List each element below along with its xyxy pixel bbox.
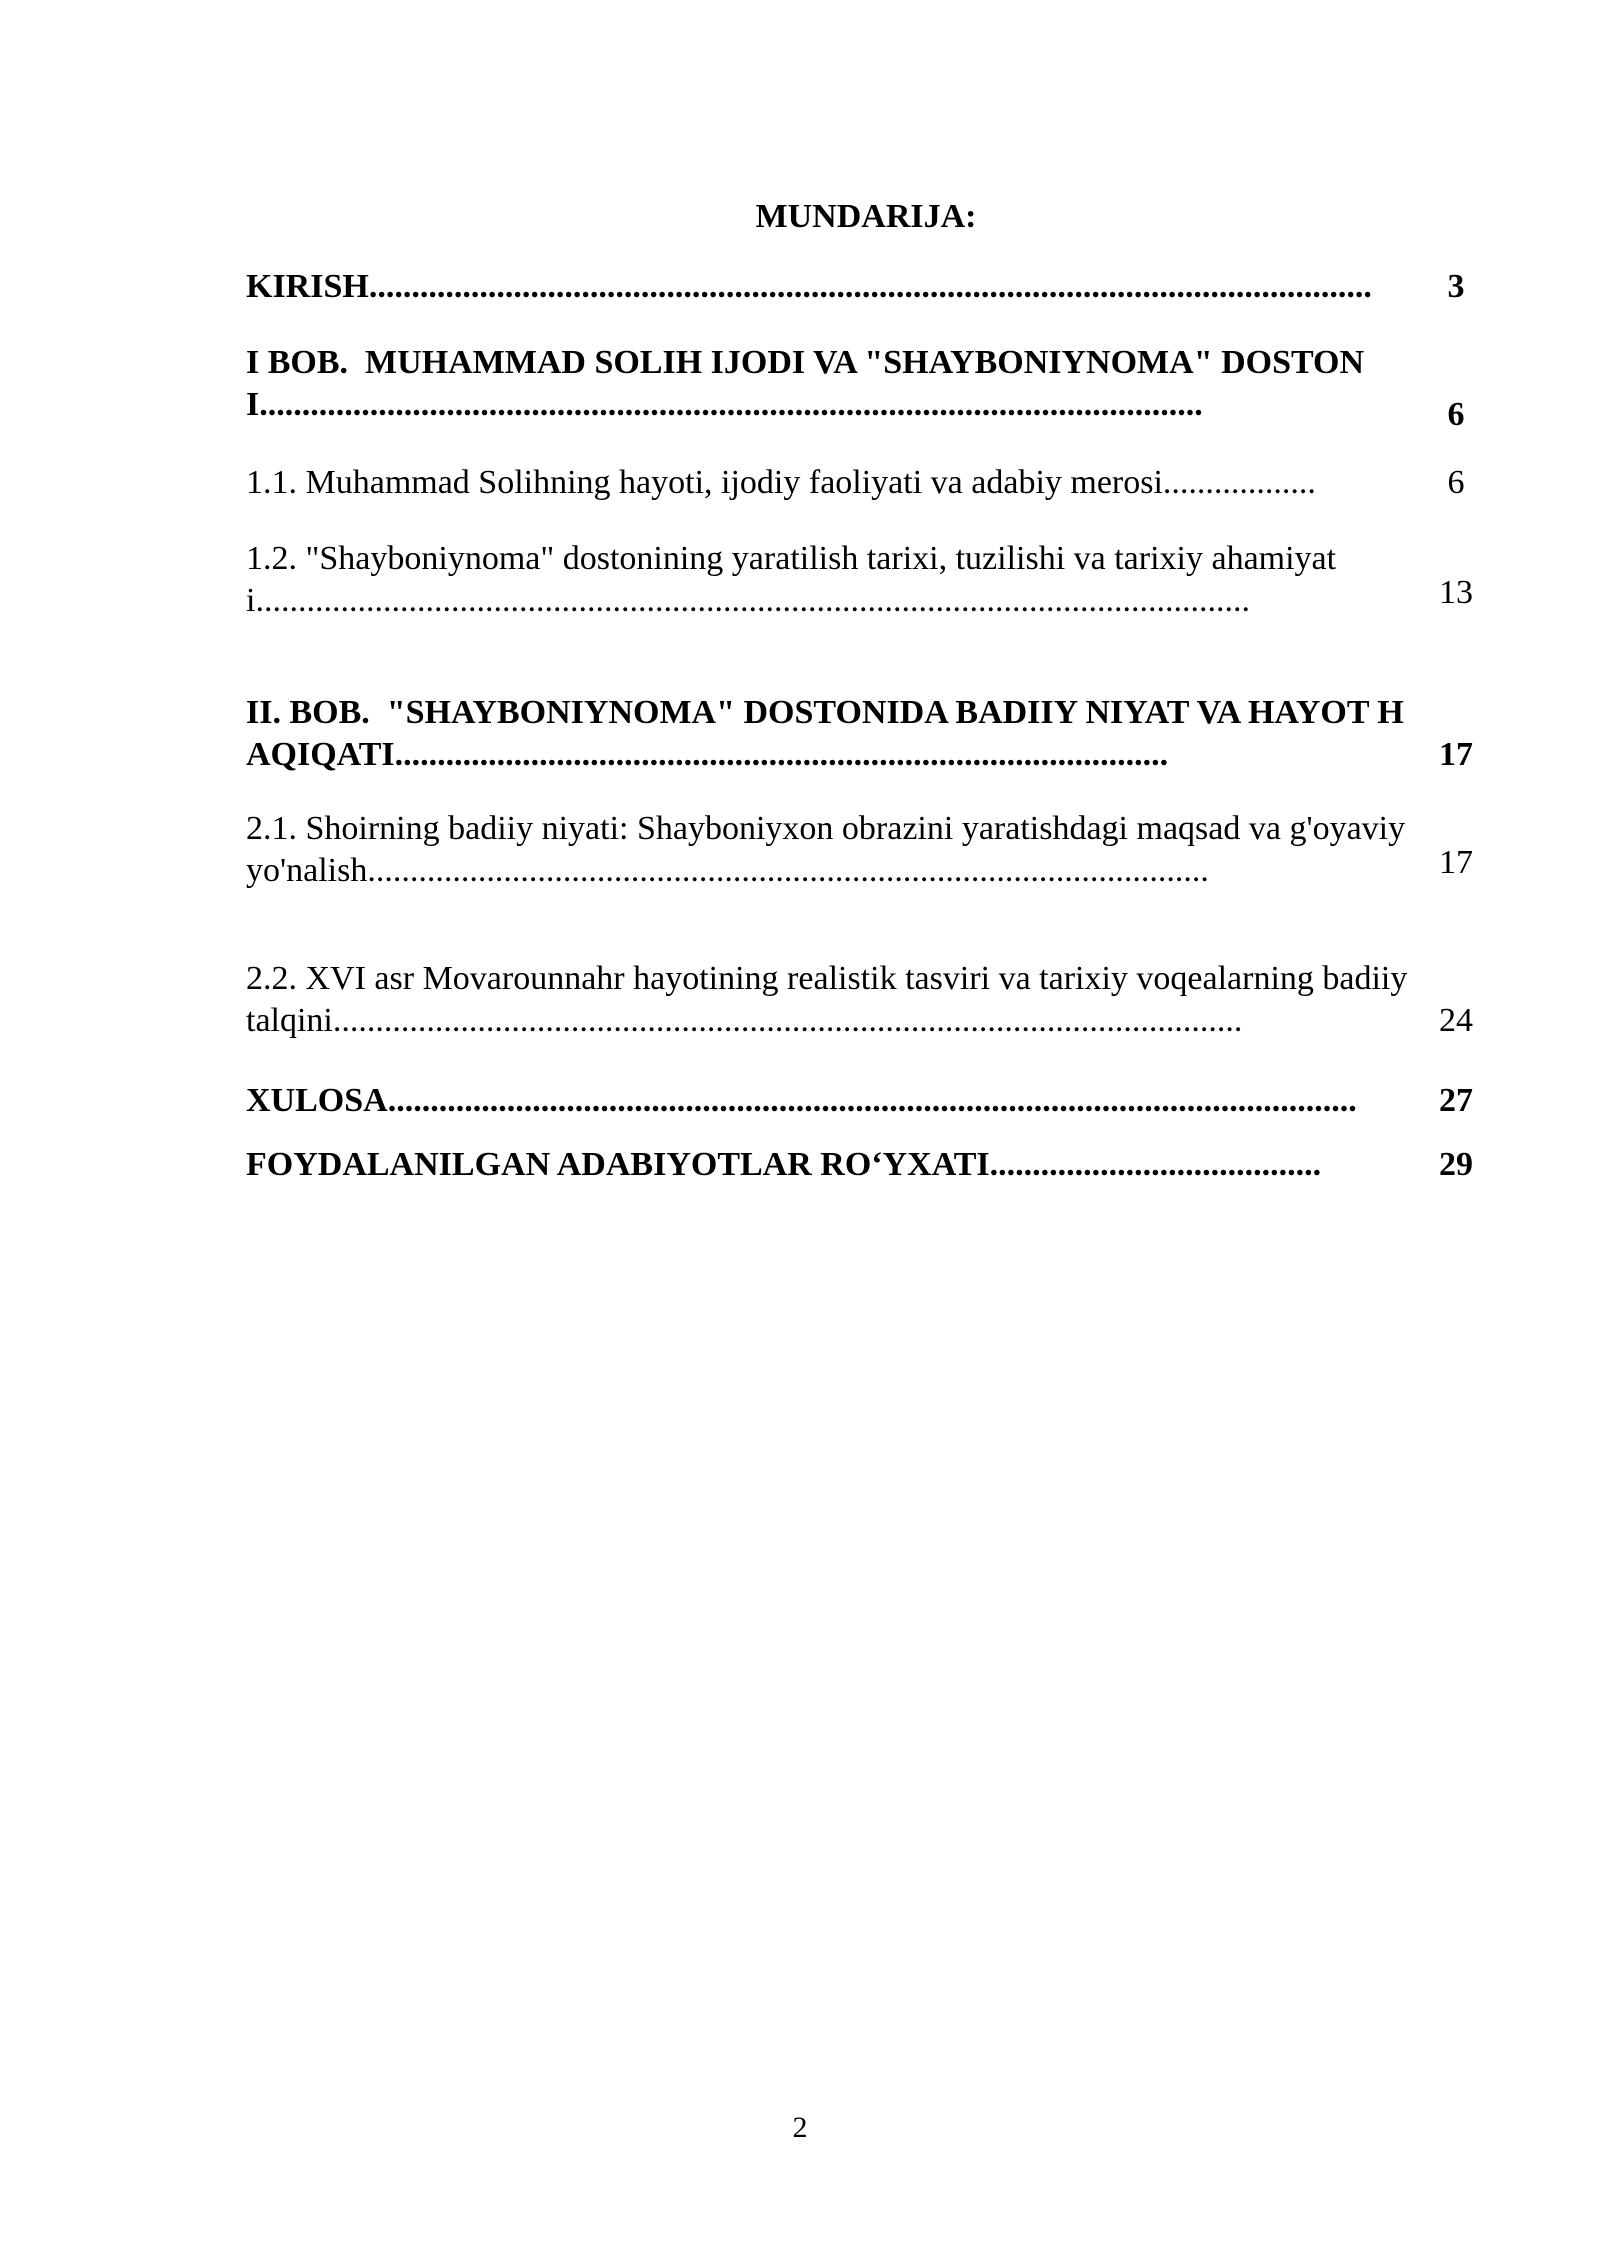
page-number: 2	[792, 2111, 808, 2144]
toc-entry-text: I BOB. MUHAMMAD SOLIH IJODI VA "SHAYBONIYNOMA" DOSTONI...............................................................................................................	[246, 344, 1365, 423]
toc-entry-chapter-2	[246, 692, 1486, 776]
toc-entry-chapter-1	[246, 342, 1486, 433]
toc-entry-kirish	[246, 266, 1486, 308]
toc-entry-text: FOYDALANILGAN ADABIYOTLAR RO‘YXATI.......................................	[246, 1146, 1322, 1183]
toc-entry-text: 1.2. "Shayboniynoma" dostonining yaratilish tarixi, tuzilishi va tarixiy ahamiyati.....................................................................................................................	[246, 540, 1337, 619]
toc-entry-page: 6	[1447, 396, 1465, 433]
toc-entry-text: II. BOB. "SHAYBONIYNOMA" DOSTONIDA BADIIY NIYAT VA HAYOT HAQIQATI...........................................................................................	[246, 694, 1404, 773]
toc-entry-page: 27	[1439, 1082, 1473, 1119]
toc-entry-text: KIRISH......................................................................................................................	[246, 268, 1372, 305]
toc-entry-text: XULOSA..................................................................................................................	[246, 1082, 1357, 1119]
toc-entry-text: 1.1. Muhammad Solihning hayoti, ijodiy faoliyati va adabiy merosi..................	[246, 464, 1316, 501]
toc-entry-page: 3	[1447, 268, 1465, 305]
toc-entry-page: 6	[1447, 464, 1465, 501]
toc-entry-text: 2.2. XVI asr Movarounnahr hayotining realistik tasviri va tarixiy voqealarning badiiy talqini...........................................................................................................	[246, 960, 1416, 1039]
toc-entry-section-1-2	[246, 538, 1486, 664]
toc-entry-section-2-2	[246, 958, 1486, 1042]
toc-entry-page: 17	[1439, 844, 1473, 881]
toc-entry-xulosa	[246, 1080, 1486, 1122]
toc-entry-page: 24	[1439, 1002, 1473, 1039]
toc-entry-section-2-1	[246, 808, 1486, 892]
toc-entry-text: 2.1. Shoirning badiiy niyati: Shayboniyxon obrazini yaratishdagi maqsad va g'oyaviy yo'nalish...................................................................................................	[246, 810, 1414, 889]
page-title: MUNDARIJA:	[755, 198, 977, 235]
toc-entry-bibliography	[246, 1144, 1486, 1186]
toc-entry-page: 29	[1439, 1146, 1473, 1183]
toc-entry-page: 17	[1439, 736, 1473, 773]
toc-entry-page: 13	[1439, 574, 1473, 611]
toc-entry-section-1-1	[246, 462, 1486, 504]
